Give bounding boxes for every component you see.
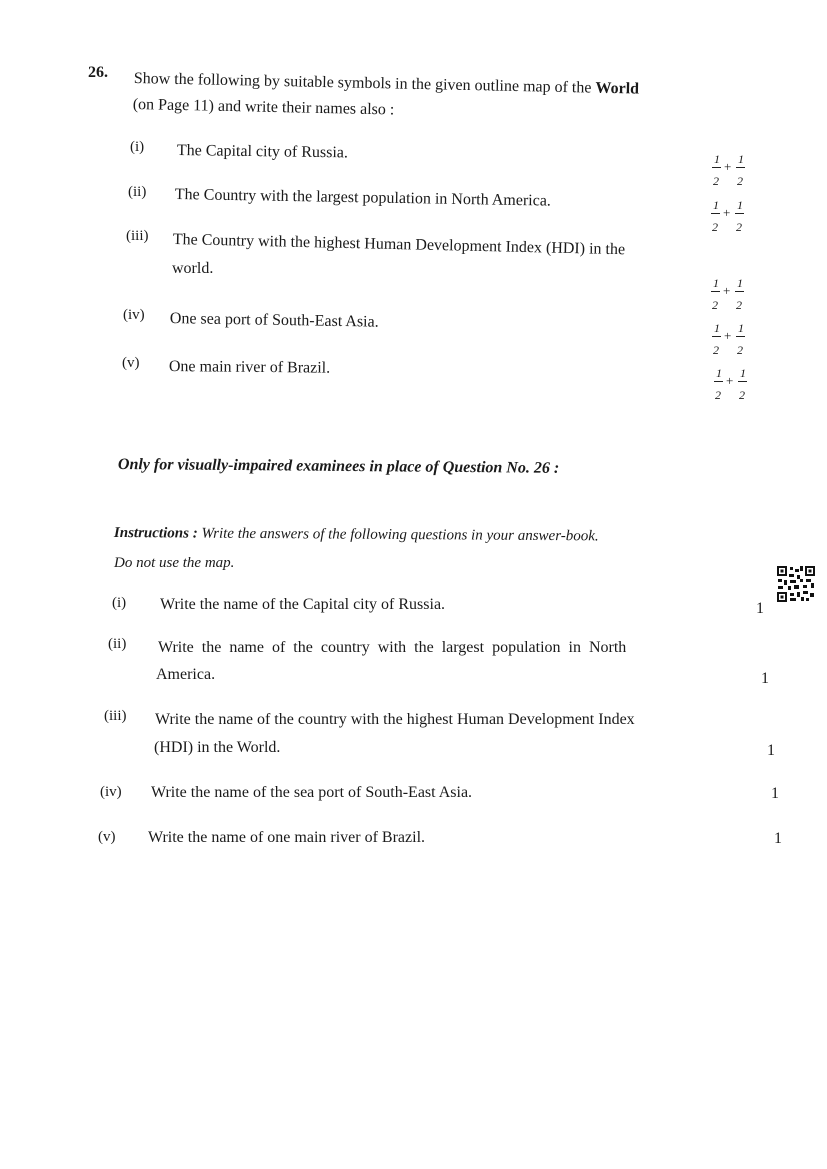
question-intro-line1 [134,70,640,99]
intro-text: Show the following by suitable symbols in the given outline map of the [133,70,592,97]
intro-world-bold: World [595,79,640,98]
question-intro-line2: (on Page 11) and write their names also : [132,96,395,119]
item-text: The Capital city of Russia. [176,142,349,162]
item-number: (v) [122,355,140,371]
vi-item-mark: 1 [771,785,779,802]
item-text: The Country with the largest population in North America. [174,186,552,210]
vi-item-text-line2: (HDI) in the World. [154,739,281,756]
vi-item-number: (i) [112,595,127,611]
item-text: One sea port of South-East Asia. [169,310,379,331]
marks-fraction: 1 + 1 2 2 [712,276,743,312]
vi-item-mark: 1 [761,670,769,687]
vi-item-text-line1: Write the name of the country with the highest Human Development Index [155,711,635,728]
vi-item-mark: 1 [767,742,775,759]
marks-fraction: 1 + 1 2 2 [713,152,744,188]
item-number: (i) [130,139,145,155]
vi-item-text-line2: America. [156,666,216,683]
vi-item-number: (ii) [108,636,127,652]
vi-item-text: Write the name of the sea port of South-East Asia. [151,784,473,801]
marks-fraction: 1 + 1 2 2 [712,198,743,234]
visually-impaired-heading: Only for visually-impaired examinees in place of Question No. 26 : [117,456,560,477]
item-text-line2: world. [172,260,214,277]
instructions-line2: Do not use the map. [114,555,235,571]
vi-item-mark: 1 [756,600,764,617]
item-number: (iv) [123,307,145,323]
vi-item-number: (v) [98,829,116,845]
vi-item-text: Write the name of the Capital city of Russia. [160,596,446,613]
marks-fraction: 1 + 1 2 2 [713,321,744,357]
vi-item-text-line1: Write the name of the country with the largest population in North [158,639,627,656]
instructions-label: Instructions : [113,525,198,542]
instructions-line1 [114,525,599,545]
vi-item-mark: 1 [774,830,782,847]
item-number: (ii) [128,184,147,200]
marks-fraction: 1 + 1 2 2 [715,366,746,402]
item-text: One main river of Brazil. [168,358,331,377]
question-number: 26. [88,64,108,81]
vi-item-number: (iv) [100,784,122,800]
vi-item-number: (iii) [104,708,127,724]
instructions-text: Write the answers of the following questions in your answer-book. [201,525,599,545]
item-text-line1: The Country with the highest Human Development Index (HDI) in the [172,231,626,259]
qr-code-icon [776,565,816,603]
vi-item-text: Write the name of one main river of Brazil. [148,829,426,846]
item-number: (iii) [126,228,149,244]
